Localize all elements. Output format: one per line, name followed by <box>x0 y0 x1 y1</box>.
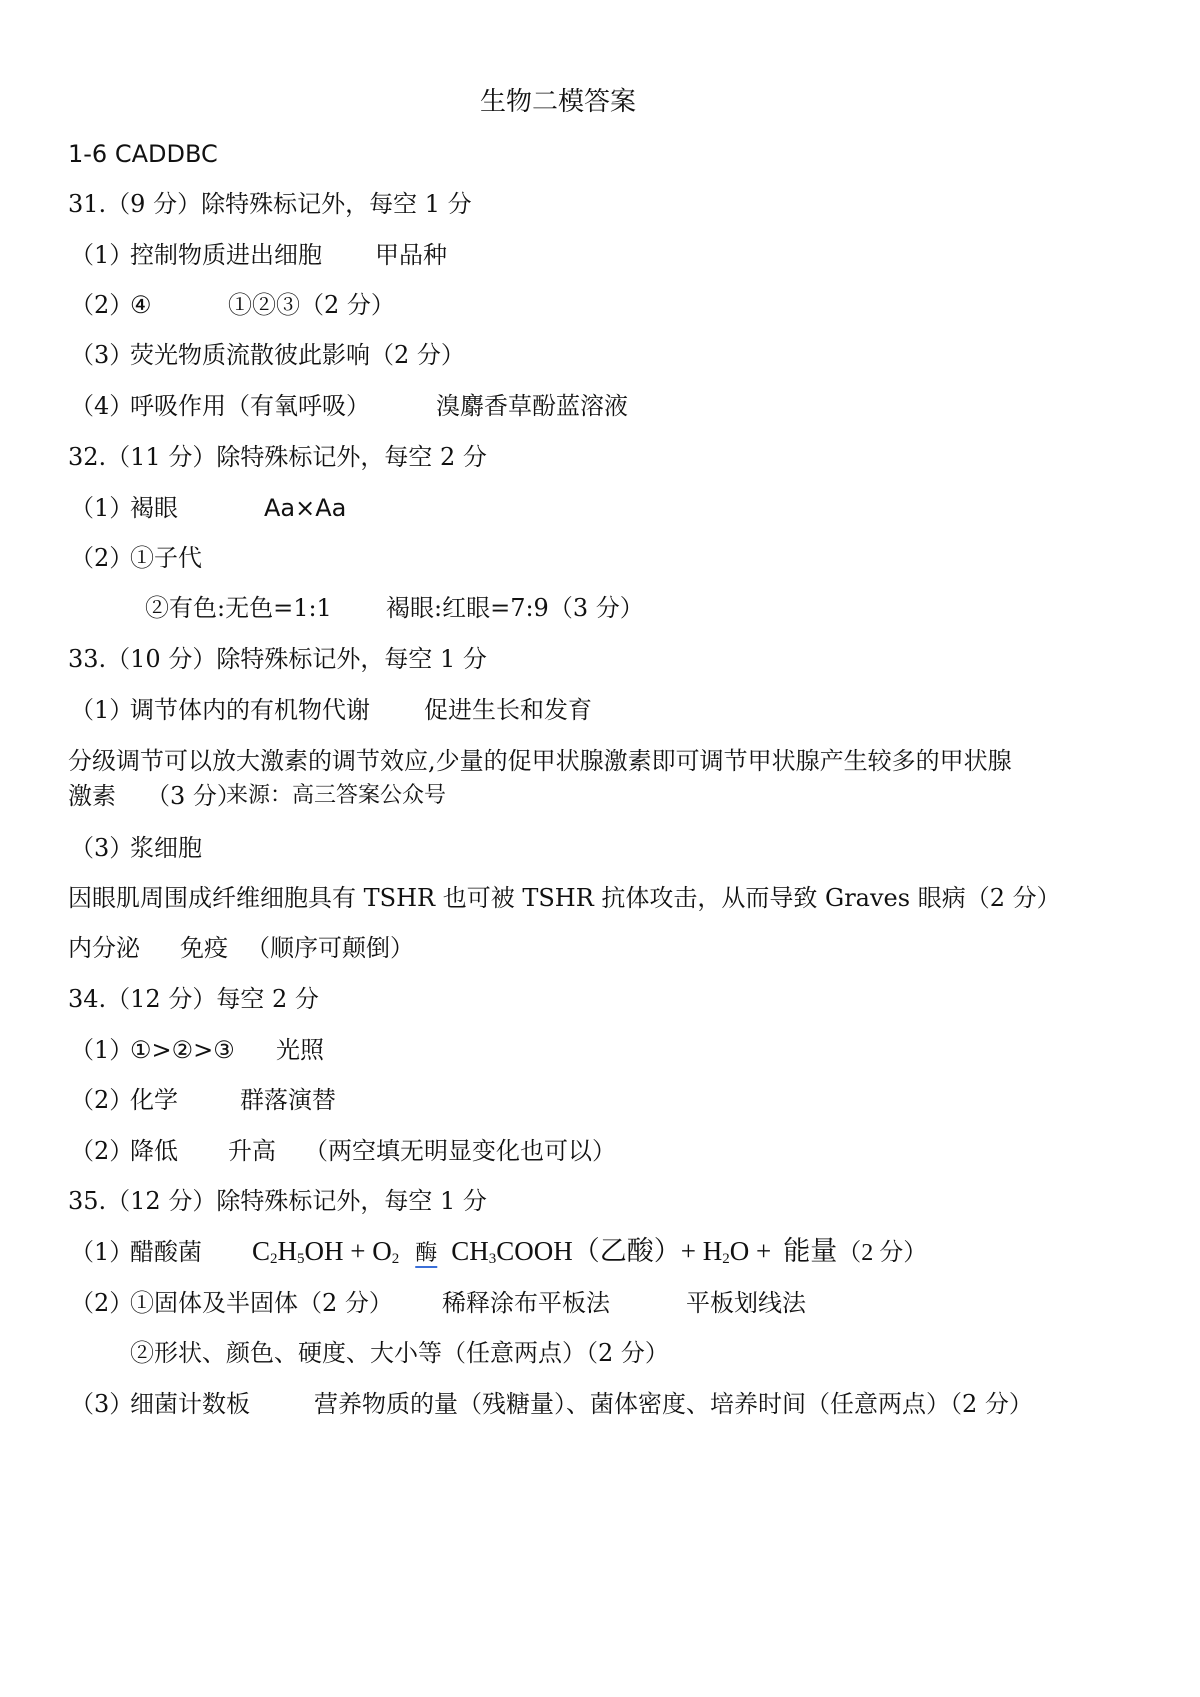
q31-a2-label: （2） <box>70 291 134 319</box>
q31-a2-ans1: ④ <box>130 291 152 319</box>
eq-c-sub: 2 <box>270 1251 278 1267</box>
page-title: 生物二模答案 <box>480 87 637 117</box>
eq-h: H <box>277 1236 298 1266</box>
q32-a2b-ans2: 褐眼:红眼=7:9（3 分） <box>386 594 644 622</box>
q33-header: 33.（10 分）除特殊标记外，每空 1 分 <box>68 645 487 673</box>
q33-a1-ans1: 调节体内的有机物代谢 <box>130 696 370 724</box>
q33-a2-score: （3 分） <box>146 782 241 810</box>
eq-prod2: COOH <box>496 1236 573 1266</box>
q35-a2-ans2: 稀释涂布平板法 <box>442 1289 610 1317</box>
eq-prod: CH <box>451 1236 489 1266</box>
q35-a2-ans1: ①固体及半固体（2 分） <box>130 1289 393 1317</box>
q32-a1-ans2: Aa×Aa <box>264 494 347 522</box>
eq-c: C <box>252 1236 271 1266</box>
q33-a1-label: （1） <box>70 696 134 724</box>
eq-o-sub: 2 <box>391 1251 400 1267</box>
q31-a3-label: （3） <box>70 341 134 369</box>
q33-a1-ans2: 促进生长和发育 <box>424 696 592 724</box>
q35-header: 35.（12 分）除特殊标记外，每空 1 分 <box>68 1187 487 1215</box>
q34-a3-ans3: （两空填无明显变化也可以） <box>304 1137 616 1165</box>
q33-a2-line1: 分级调节可以放大激素的调节效应,少量的促甲状腺激素即可调节甲状腺产生较多的甲状腺 <box>68 747 1012 775</box>
q34-a3-ans1: 降低 <box>130 1137 178 1165</box>
q34-a2-ans1: 化学 <box>130 1086 178 1114</box>
q35-a3-ans1: 细菌计数板 <box>130 1390 250 1418</box>
q31-a4-ans2: 溴麝香草酚蓝溶液 <box>436 392 628 420</box>
eq-plus-h: + H <box>680 1236 723 1266</box>
q34-a1-label: （1） <box>70 1036 134 1064</box>
q35-a2-ans3: 平板划线法 <box>686 1289 806 1317</box>
q34-a3-ans2: 升高 <box>228 1137 276 1165</box>
eq-acid: （乙酸） <box>572 1236 681 1266</box>
eq-h-sub: 5 <box>297 1251 305 1267</box>
q35-a3-ans2: 营养物质的量（残糖量）、菌体密度、培养时间（任意两点）（2 分） <box>314 1390 1033 1418</box>
q32-a2-label: （2） <box>70 544 134 572</box>
q32-a2b-ans1: ②有色:无色=1:1 <box>145 594 332 622</box>
eq-oh: OH + O <box>304 1236 392 1266</box>
q34-header: 34.（12 分）每空 2 分 <box>68 985 319 1013</box>
q31-a1-ans2: 甲品种 <box>375 241 447 269</box>
eq-energy: 能量 <box>783 1236 838 1266</box>
q32-a1-label: （1） <box>70 494 134 522</box>
q31-a4-ans1: 呼吸作用（有氧呼吸） <box>130 392 370 420</box>
q31-header: 31.（9 分）除特殊标记外，每空 1 分 <box>68 190 472 218</box>
q35-a1-label: （1） <box>70 1238 134 1266</box>
q31-a1-label: （1） <box>70 241 134 269</box>
q34-a1-ans2: 光照 <box>276 1036 324 1064</box>
reaction-equation <box>252 1235 927 1275</box>
q34-a3-label: （2） <box>70 1137 134 1165</box>
q31-a4-label: （4） <box>70 392 134 420</box>
q34-a2-label: （2） <box>70 1086 134 1114</box>
q31-a3-ans1: 荧光物质流散彼此影响（2 分） <box>130 341 465 369</box>
mc-answers: 1-6 CADDBC <box>68 140 218 168</box>
q35-a3-label: （3） <box>70 1390 134 1418</box>
q33-a3-label: （3） <box>70 834 134 862</box>
eq-enzyme-label: 酶 <box>415 1240 438 1265</box>
q33-a3-line3-ans1: 内分泌 <box>68 934 140 962</box>
q33-a3-line3-ans3: （顺序可颠倒） <box>246 934 414 962</box>
q34-a2-ans2: 群落演替 <box>240 1086 336 1114</box>
q35-a2-label: （2） <box>70 1289 134 1317</box>
source-note: 来源：高三答案公众号 <box>226 783 447 808</box>
q33-a3-ans1: 浆细胞 <box>130 834 202 862</box>
eq-prod-sub: 3 <box>488 1251 497 1267</box>
q32-a1-ans1: 褐眼 <box>130 494 178 522</box>
q35-a1-ans1: 醋酸菌 <box>130 1238 202 1266</box>
q31-a1-ans1: 控制物质进出细胞 <box>130 241 322 269</box>
q35-a2b-ans1: ②形状、颜色、硬度、大小等（任意两点）（2 分） <box>130 1339 669 1367</box>
q33-a3-line2: 因眼肌周围成纤维细胞具有 TSHR 也可被 TSHR 抗体攻击，从而导致 Graves 眼病（2 分） <box>68 884 1061 912</box>
eq-h2-sub: 2 <box>722 1251 730 1267</box>
q32-a2-ans1: ①子代 <box>130 544 202 572</box>
eq-o-tail: O + <box>729 1236 772 1266</box>
q34-a1-ans1: ①>②>③ <box>130 1036 235 1064</box>
q32-header: 32.（11 分）除特殊标记外，每空 2 分 <box>68 443 487 471</box>
q31-a2-ans2: ①②③（2 分） <box>228 291 395 319</box>
eq-score: （2 分） <box>837 1240 928 1266</box>
q33-a2-line2-start: 激素 <box>68 782 116 810</box>
q33-a3-line3-ans2: 免疫 <box>180 934 228 962</box>
